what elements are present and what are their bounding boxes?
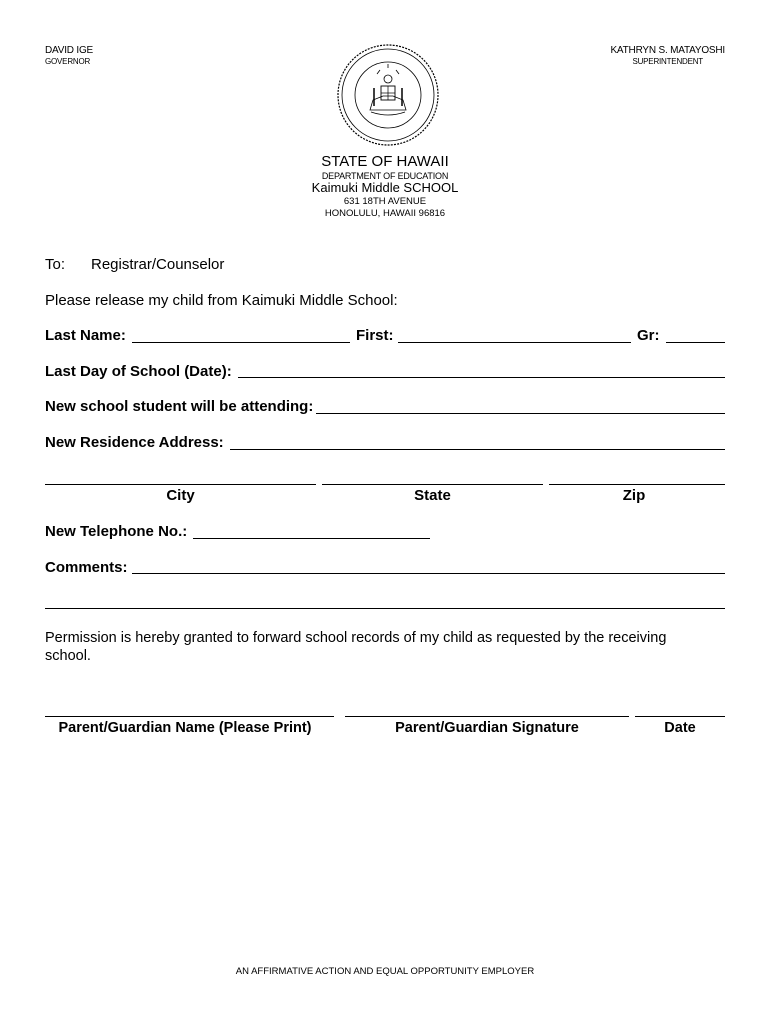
- superintendent-title: SUPERINTENDENT: [632, 57, 703, 66]
- parent-name-label: Parent/Guardian Name (Please Print): [58, 720, 312, 736]
- telephone-label: New Telephone No.:: [45, 523, 188, 540]
- city-label: City: [166, 487, 195, 504]
- new-address-field[interactable]: [230, 449, 725, 450]
- state-label: State: [414, 487, 451, 504]
- school-address-line2: HONOLULU, HAWAII 96816: [324, 208, 446, 219]
- grade-field[interactable]: [666, 342, 725, 343]
- parent-name-field[interactable]: [45, 716, 334, 717]
- governor-title: GOVERNOR: [45, 57, 91, 66]
- last-name-label: Last Name:: [45, 327, 126, 344]
- governor-name: DAVID IGE: [45, 45, 94, 56]
- state-field[interactable]: [322, 484, 543, 485]
- telephone-field[interactable]: [193, 538, 430, 539]
- employer-footer: AN AFFIRMATIVE ACTION AND EQUAL OPPORTUNITY EMPLOYER: [235, 966, 535, 977]
- state-seal-icon: [337, 44, 439, 146]
- first-name-label: First:: [356, 327, 394, 344]
- new-address-label: New Residence Address:: [45, 434, 224, 451]
- date-field[interactable]: [635, 716, 725, 717]
- first-name-field[interactable]: [398, 342, 631, 343]
- new-school-label: New school student will be attending:: [45, 398, 314, 415]
- new-school-field[interactable]: [316, 413, 725, 414]
- school-name: Kaimuki Middle SCHOOL: [311, 180, 459, 195]
- last-name-field[interactable]: [132, 342, 350, 343]
- permission-text-line1: Permission is hereby granted to forward school records of my child as requested by the receiving: [45, 630, 667, 646]
- zip-field[interactable]: [549, 484, 725, 485]
- comments-field[interactable]: [132, 573, 725, 574]
- comments-label: Comments:: [45, 559, 128, 576]
- state-title: STATE OF HAWAII: [321, 153, 449, 170]
- department-name: DEPARTMENT OF EDUCATION: [321, 171, 449, 181]
- grade-label: Gr:: [637, 327, 660, 344]
- permission-text-line2: school.: [45, 648, 91, 664]
- release-text: Please release my child from Kaimuki Middle School:: [45, 292, 398, 309]
- comments-field-line2[interactable]: [45, 608, 725, 609]
- date-label: Date: [664, 720, 696, 736]
- parent-signature-label: Parent/Guardian Signature: [395, 720, 579, 736]
- to-value: Registrar/Counselor: [91, 256, 225, 273]
- zip-label: Zip: [622, 487, 646, 504]
- parent-signature-field[interactable]: [345, 716, 629, 717]
- superintendent-name: KATHRYN S. MATAYOSHI: [610, 45, 725, 56]
- last-day-field[interactable]: [238, 377, 725, 378]
- city-field[interactable]: [45, 484, 316, 485]
- to-label: To:: [45, 256, 66, 273]
- school-address-line1: 631 18TH AVENUE: [343, 196, 427, 207]
- last-day-label: Last Day of School (Date):: [45, 363, 232, 380]
